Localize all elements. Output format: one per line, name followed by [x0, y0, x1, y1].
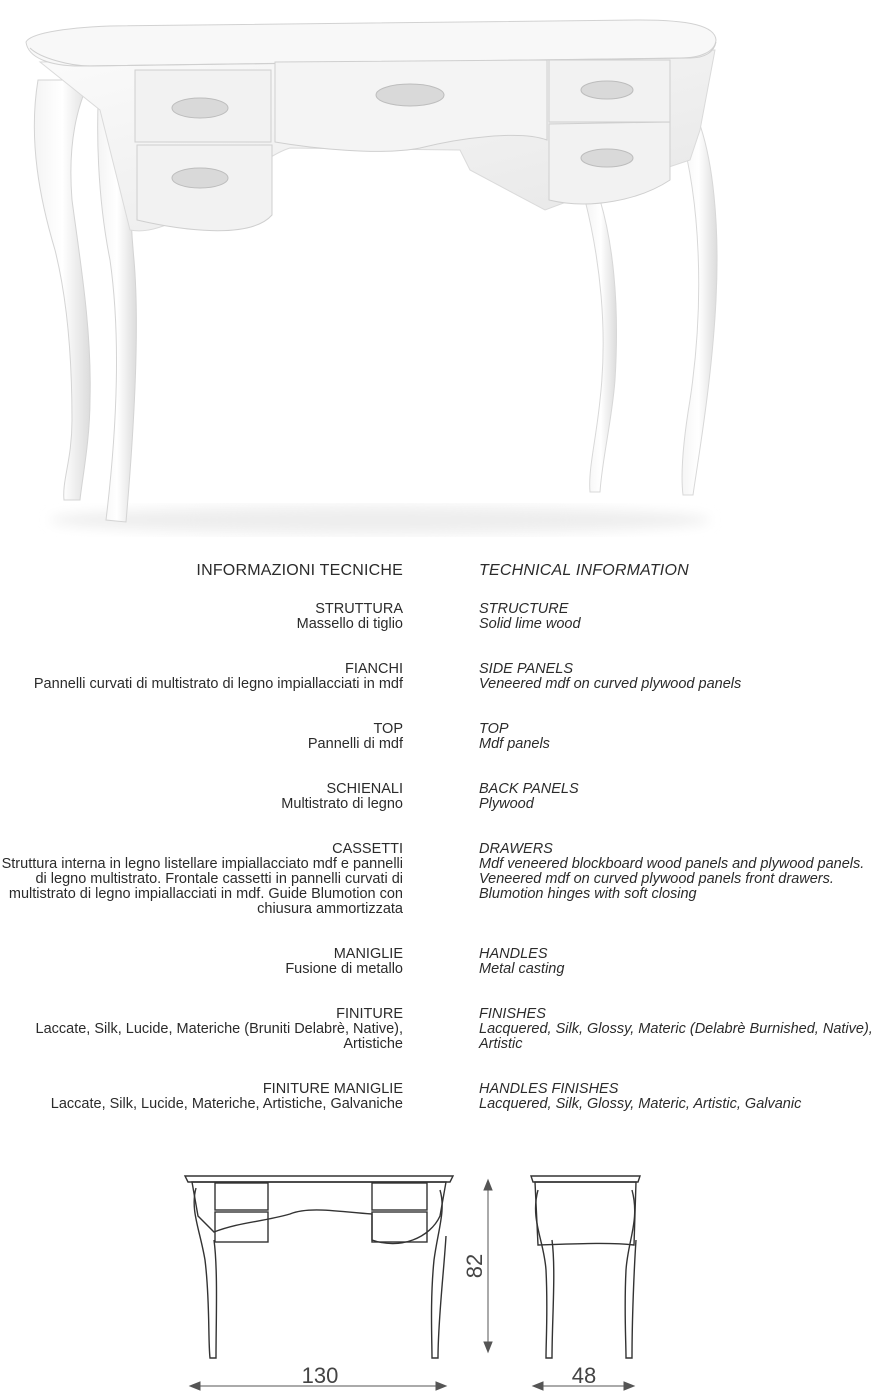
dimension-drawing: [0, 1150, 883, 1400]
english-section: [479, 1082, 879, 1112]
english-section-label: DRAWERS: [479, 841, 553, 857]
english-sections: [479, 602, 879, 1112]
italian-section: [0, 662, 403, 692]
italian-section-value: Laccate, Silk, Lucide, Materiche (Bruniti Delabrè, Native),: [35, 1021, 403, 1037]
italian-specs: [0, 560, 403, 1112]
italian-section-value: Pannelli curvati di multistrato di legno impiallacciati in mdf: [33, 676, 403, 692]
product-photo: [0, 0, 883, 545]
english-section-label: HANDLES FINISHES: [479, 1081, 619, 1097]
english-section: [479, 722, 879, 752]
italian-section: [0, 1007, 403, 1052]
english-section-label: TOP: [479, 721, 509, 737]
italian-section-value: Multistrato di legno: [281, 796, 403, 812]
italian-section-label: MANIGLIE: [333, 946, 403, 962]
italian-section-value: Fusione di metallo: [285, 961, 403, 977]
depth-dimension: 48: [571, 1363, 597, 1388]
english-section-value: Lacquered, Silk, Glossy, Materic (Delabrè Burnished, Native),: [479, 1021, 873, 1037]
italian-section-value: chiusura ammortizzata: [257, 901, 403, 917]
italian-section-value: Artistiche: [343, 1036, 403, 1052]
italian-section-value: Pannelli di mdf: [307, 736, 403, 752]
english-section-label: HANDLES: [479, 946, 548, 962]
italian-section-label: FIANCHI: [345, 661, 403, 677]
english-section: [479, 602, 879, 632]
english-section-value: Mdf veneered blockboard wood panels and plywood panels.: [479, 856, 865, 872]
english-section-label: BACK PANELS: [479, 781, 579, 797]
italian-section-label: SCHIENALI: [326, 781, 403, 797]
english-section-value: Mdf panels: [479, 736, 550, 752]
english-section-value: Solid lime wood: [479, 616, 581, 632]
english-section: [479, 662, 879, 692]
english-section: [479, 842, 879, 902]
english-section-value: Plywood: [479, 796, 534, 812]
english-section-value: Veneered mdf on curved plywood panels front drawers.: [479, 871, 834, 887]
italian-section-value: multistrato di legno impiallacciati in mdf. Guide Blumotion con: [8, 886, 403, 902]
italian-section: [0, 782, 403, 812]
english-section: [479, 947, 879, 977]
english-section-value: Blumotion hinges with soft closing: [479, 886, 697, 902]
italian-section-label: FINITURE MANIGLIE: [262, 1081, 403, 1097]
english-section: [479, 782, 879, 812]
italian-section-label: STRUTTURA: [315, 601, 403, 617]
english-section-label: SIDE PANELS: [479, 661, 574, 677]
italian-section: [0, 1082, 403, 1112]
italian-section-label: CASSETTI: [332, 841, 403, 857]
english-section-value: Veneered mdf on curved plywood panels: [479, 676, 742, 692]
english-section-value: Metal casting: [479, 961, 565, 977]
italian-section-label: FINITURE: [336, 1006, 403, 1022]
english-specs: [479, 560, 879, 1112]
italian-sections: [0, 602, 403, 1112]
width-dimension: 130: [301, 1363, 339, 1388]
italian-section: [0, 722, 403, 752]
italian-section-label: TOP: [373, 721, 403, 737]
english-section: [479, 1007, 879, 1052]
italian-section-value: di legno multistrato. Frontale cassetti in pannelli curvati di: [35, 871, 403, 887]
italian-heading: INFORMAZIONI TECNICHE: [196, 562, 403, 579]
english-section-value: Lacquered, Silk, Glossy, Materic, Artistic, Galvanic: [479, 1096, 802, 1112]
italian-section-value: Struttura interna in legno listellare impiallacciato mdf e pannelli: [1, 856, 403, 872]
english-section-label: FINISHES: [479, 1006, 546, 1022]
english-heading: TECHNICAL INFORMATION: [479, 562, 689, 579]
height-dimension: 82: [462, 1253, 487, 1279]
english-section-label: STRUCTURE: [479, 601, 569, 617]
english-section-value: Artistic: [479, 1036, 523, 1052]
italian-section: [0, 947, 403, 977]
italian-section-value: Laccate, Silk, Lucide, Materiche, Artistiche, Galvaniche: [50, 1096, 403, 1112]
italian-section: [0, 842, 403, 917]
italian-section-value: Massello di tiglio: [296, 616, 403, 632]
italian-section: [0, 602, 403, 632]
